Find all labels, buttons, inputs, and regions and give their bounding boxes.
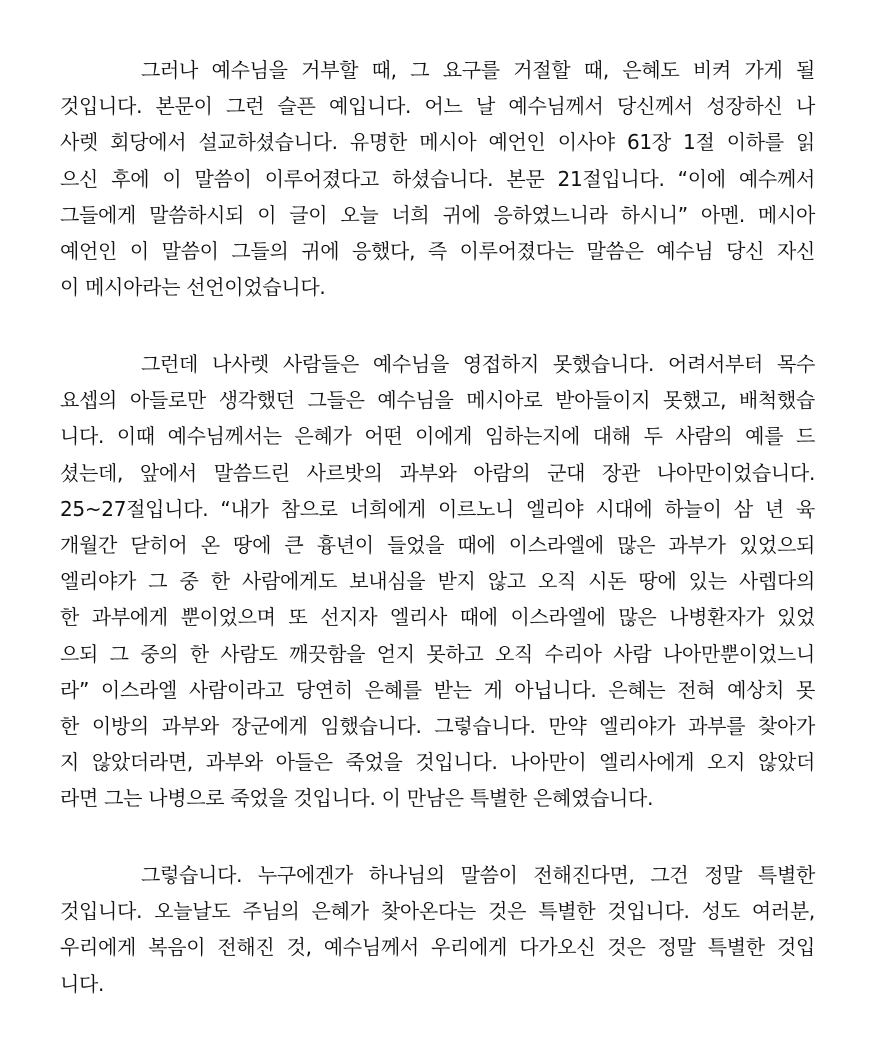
text-line: 25~27절입니다. “내가 참으로 너희에게 이르노니 엘리야 시대에 하늘이 삼 년 육 <box>60 496 815 521</box>
text-line: 한 이방의 과부와 장군에게 임했습니다. 그렇습니다. 만약 엘리야가 과부를 찾아가 <box>60 713 815 738</box>
text-line: 라면 그는 나병으로 죽었을 것입니다. 이 만남은 특별한 은혜였습니다. <box>60 786 654 811</box>
text-line: 요셉의 아들로만 생각했던 그들은 예수님을 메시아로 받아들이지 못했고, 배척했습 <box>60 388 815 413</box>
text-line: 한 과부에게 뿐이었으며 또 선지자 엘리사 때에 이스라엘에 많은 나병환자가 있었 <box>60 605 815 630</box>
text-line: 라” 이스라엘 사람이라고 당연히 은혜를 받는 게 아닙니다. 은혜는 전혀 예상치 못 <box>60 677 815 702</box>
text-line: 그들에게 말씀하시되 이 글이 오늘 너희 귀에 응하였느니라 하시니” 아멘. 메시아 <box>60 202 815 227</box>
text-line: 이 메시아라는 선언이었습니다. <box>60 275 326 300</box>
text-line: 으신 후에 이 말씀이 이루어졌다고 하셨습니다. 본문 21절입니다. “이에 예수께서 <box>60 166 815 191</box>
text-line: 으되 그 중의 한 사람도 깨끗함을 얻지 못하고 오직 수리아 사람 나아만뿐이었느니 <box>60 641 815 666</box>
text-line: 개월간 닫히어 온 땅에 큰 흉년이 들었을 때에 이스라엘에 많은 과부가 있었으되 <box>60 532 815 557</box>
text-line: 그런데 나사렛 사람들은 예수님을 영접하지 못했습니다. 어려서부터 목수 <box>141 352 815 376</box>
text-line: 예언인 이 말씀이 그들의 귀에 응했다, 즉 이루어졌다는 말씀은 예수님 당신 자신 <box>60 238 815 263</box>
text-line: 니다. <box>60 971 105 996</box>
text-line: 것입니다. 오늘날도 주님의 은혜가 찾아온다는 것은 특별한 것입니다. 성도 여러분, <box>60 899 815 924</box>
paragraph-2 <box>60 346 815 816</box>
text-line: 지 않았더라면, 과부와 아들은 죽었을 것입니다. 나아만이 엘리사에게 오지 않았더 <box>60 750 815 775</box>
paragraph-3 <box>60 857 815 1002</box>
text-line: 엘리야가 그 중 한 사람에게도 보내심을 받지 않고 오직 시돈 땅에 있는 사렙다의 <box>60 569 815 594</box>
text-line: 셨는데, 앞에서 말씀드린 사르밧의 과부와 아람의 군대 장관 나아만이었습니다. <box>60 460 815 485</box>
text-line: 것입니다. 본문이 그런 슬픈 예입니다. 어느 날 예수님께서 당신께서 성장하신 나 <box>60 94 815 119</box>
paragraph-1 <box>60 52 815 305</box>
text-line: 그렇습니다. 누구에겐가 하나님의 말씀이 전해진다면, 그건 정말 특별한 <box>141 863 815 887</box>
text-line: 우리에게 복음이 전해진 것, 예수님께서 우리에게 다가오신 것은 정말 특별한 것입 <box>60 935 815 960</box>
text-line: 니다. 이때 예수님께서는 은혜가 어떤 이에게 임하는지에 대해 두 사람의 예를 드 <box>60 424 815 449</box>
text-line: 사렛 회당에서 설교하셨습니다. 유명한 메시아 예언인 이사야 61장 1절 이하를 읽 <box>60 130 815 155</box>
text-line: 그러나 예수님을 거부할 때, 그 요구를 거절할 때, 은혜도 비켜 가게 될 <box>141 58 815 82</box>
